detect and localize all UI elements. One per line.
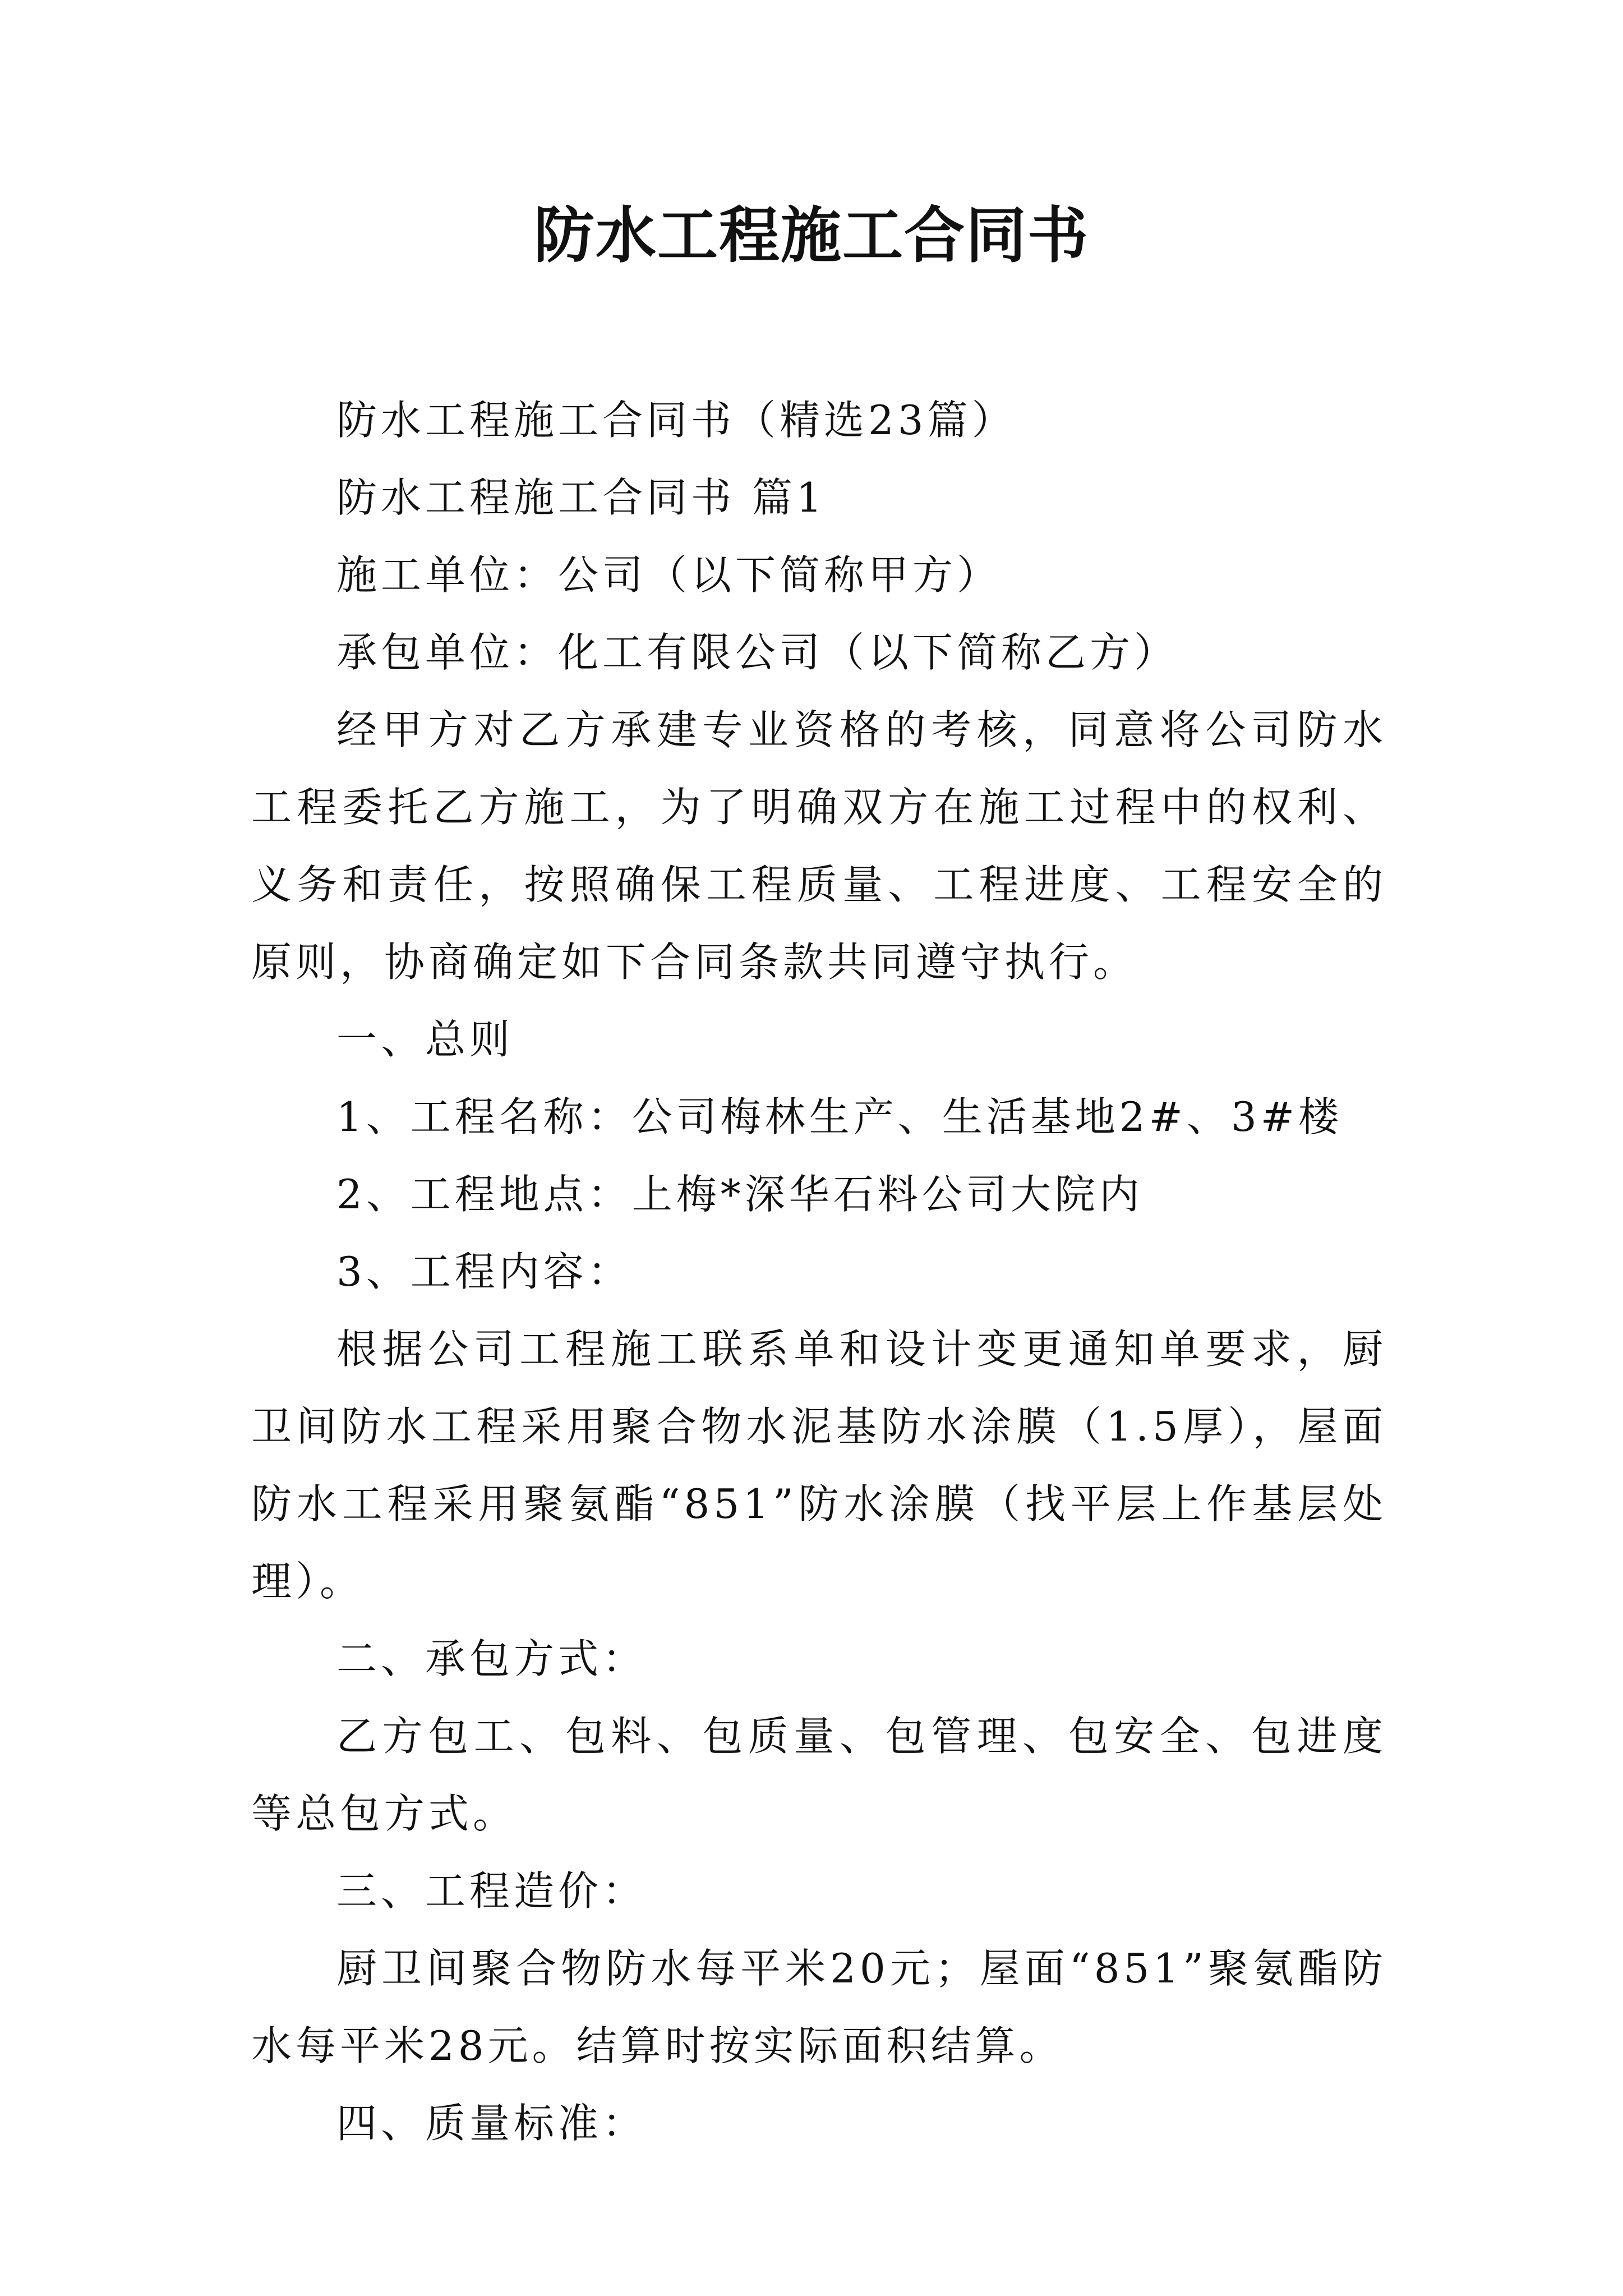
paragraph-project-location: 2、工程地点：上梅*深华石料公司大院内	[336, 1171, 1144, 1218]
paragraph-project-content-heading: 3、工程内容：	[336, 1248, 632, 1295]
paragraph-project-name: 1、工程名称：公司梅林生产、生活基地2#、3#楼	[336, 1093, 1343, 1140]
paragraph-price: 厨卫间聚合物防水每平米20元；屋面“851”聚氨酯防水每平米28元。结算时按实际面积结算。	[251, 1945, 1387, 2069]
paragraph-project-content: 根据公司工程施工联系单和设计变更通知单要求，厨卫间防水工程采用聚合物水泥基防水涂膜（1.5厚），屋面防水工程采用聚氨酯“851”防水涂膜（找平层上作基层处理）。	[251, 1326, 1387, 1605]
paragraph-party-a: 施工单位：公司（以下简称甲方）	[336, 551, 1002, 599]
paragraph-party-b: 承包单位：化工有限公司（以下简称乙方）	[336, 629, 1179, 676]
paragraph-general-heading: 一、总则	[336, 1016, 514, 1063]
paragraph-quality-heading: 四、质量标准：	[336, 2100, 647, 2147]
document-body	[251, 381, 1387, 2162]
paragraph-subtitle: 防水工程施工合同书（精选23篇）	[336, 397, 1016, 444]
paragraph-contract-mode-heading: 二、承包方式：	[336, 1635, 647, 1682]
document-title: 防水工程施工合同书	[533, 200, 1089, 271]
paragraph-price-heading: 三、工程造价：	[336, 1867, 647, 1915]
paragraph-contract-mode: 乙方包工、包料、包质量、包管理、包安全、包进度等总包方式。	[251, 1713, 1387, 1837]
paragraph-intro: 经甲方对乙方承建专业资格的考核，同意将公司防水工程委托乙方施工，为了明确双方在施工过程中的权利、义务和责任，按照确保工程质量、工程进度、工程安全的原则，协商确定如下合同条款共同遵守执行。	[251, 706, 1387, 986]
paragraph-section-heading: 防水工程施工合同书 篇1	[336, 474, 826, 521]
